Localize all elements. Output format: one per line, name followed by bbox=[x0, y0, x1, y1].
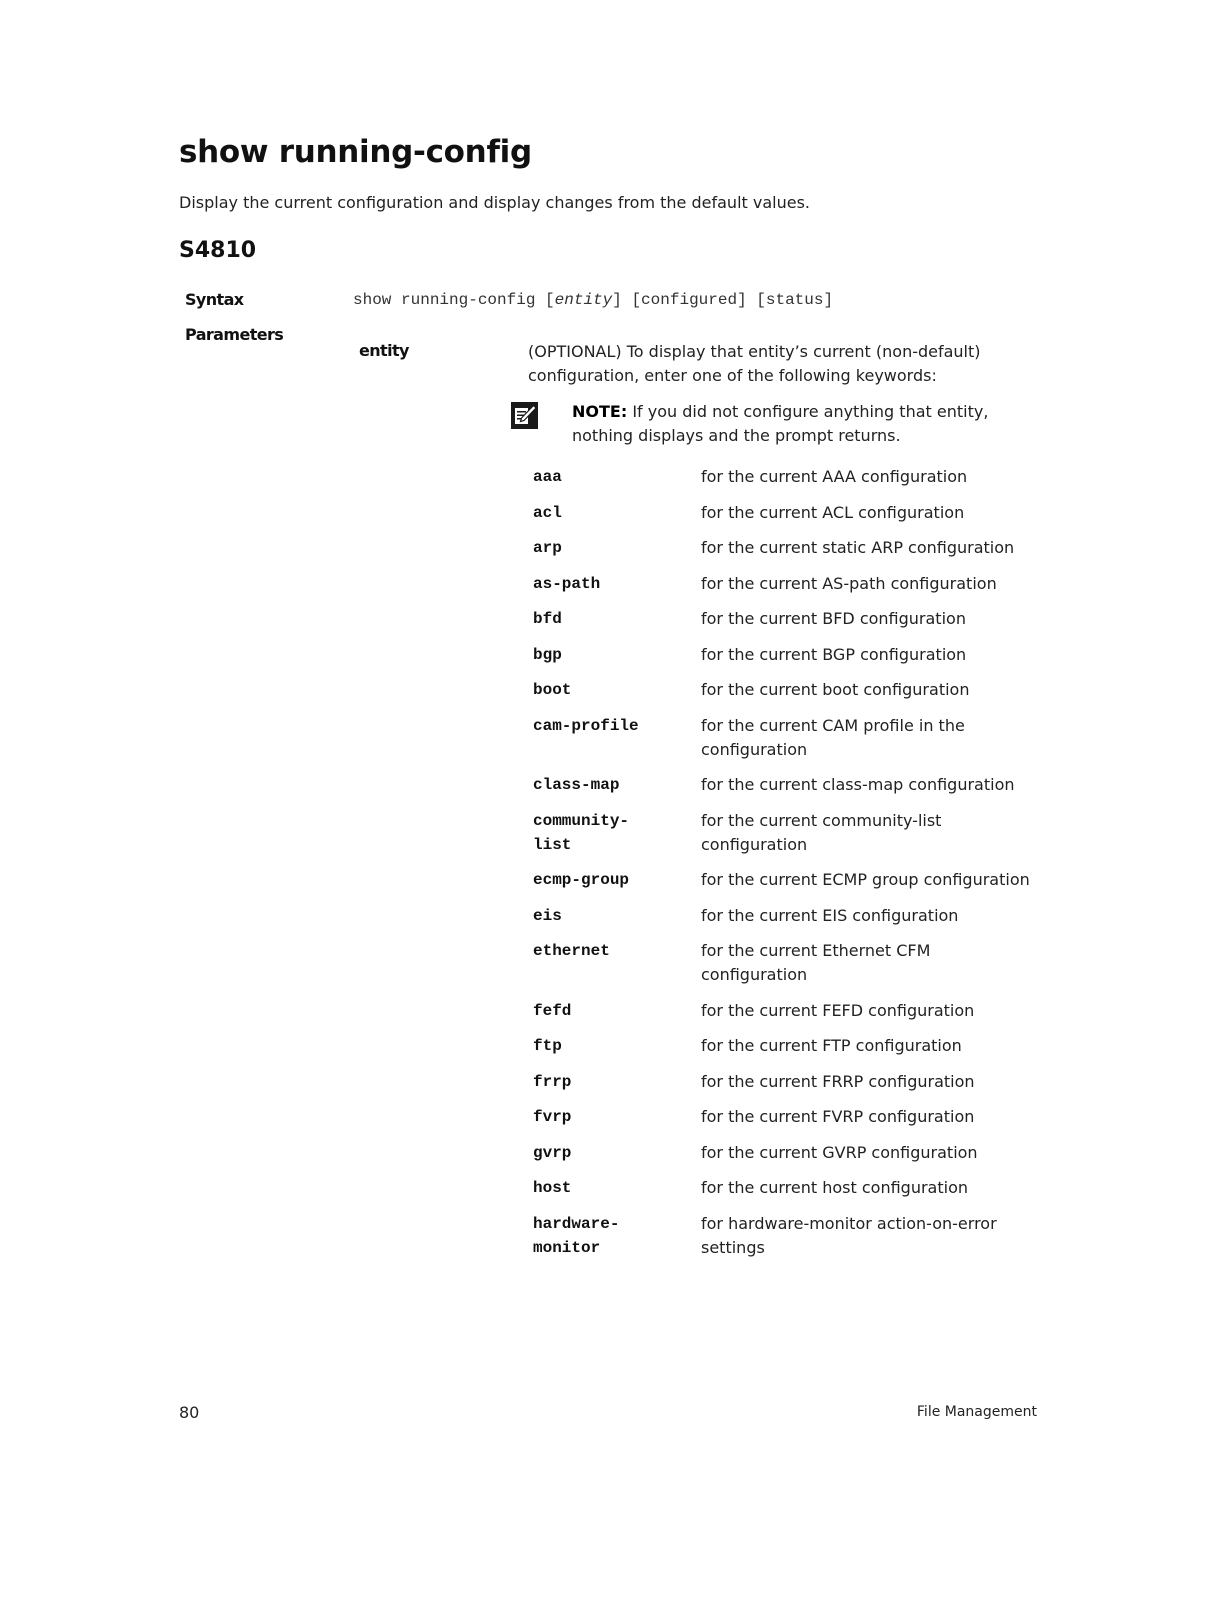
keyword-row bbox=[533, 1105, 1033, 1129]
keyword-term: cam-profile bbox=[533, 716, 639, 735]
keyword-description: for the current CAM profile in the configuration bbox=[701, 715, 965, 759]
keyword-row bbox=[533, 1176, 1033, 1200]
keyword-row bbox=[533, 999, 1033, 1023]
keyword-term: fefd bbox=[533, 1001, 572, 1020]
keyword-row bbox=[533, 1070, 1033, 1094]
keyword-row bbox=[533, 1034, 1033, 1058]
note-text: If you did not configure anything that entity, nothing displays and the prompt returns. bbox=[572, 402, 989, 445]
keyword-term: eis bbox=[533, 906, 562, 925]
keyword-term: ecmp-group bbox=[533, 871, 630, 889]
keyword-row bbox=[533, 536, 1033, 560]
keyword-row bbox=[533, 939, 1033, 987]
keyword-description: for hardware-monitor action-on-error settings bbox=[701, 1213, 997, 1257]
pencil-note-icon bbox=[511, 402, 538, 429]
keyword-description: for the current ECMP group configuration bbox=[701, 870, 1030, 889]
syntax-entity-arg: entity bbox=[554, 291, 613, 309]
keyword-row bbox=[533, 773, 1033, 797]
keyword-term: class-map bbox=[533, 776, 620, 794]
keyword-description: for the current BFD configuration bbox=[701, 609, 966, 628]
keyword-term: boot bbox=[533, 681, 572, 699]
keyword-description: for the current Ethernet CFM configuration bbox=[701, 941, 931, 984]
syntax-label: Syntax bbox=[185, 290, 244, 309]
keyword-row bbox=[533, 643, 1033, 667]
keyword-term: acl bbox=[533, 503, 562, 522]
keyword-description: for the current static ARP configuration bbox=[701, 538, 1015, 557]
keyword-row bbox=[533, 1212, 1033, 1260]
note-label: NOTE: bbox=[572, 402, 628, 421]
keyword-term: ftp bbox=[533, 1037, 562, 1055]
keyword-row bbox=[533, 607, 1033, 631]
keyword-term: host bbox=[533, 1179, 572, 1197]
keyword-row bbox=[533, 868, 1033, 892]
command-description: Display the current configuration and display changes from the default values. bbox=[179, 193, 810, 212]
keyword-description: for the current ACL configuration bbox=[701, 502, 965, 522]
keyword-description: for the current EIS configuration bbox=[701, 905, 959, 925]
keyword-term: hardware- monitor bbox=[533, 1214, 620, 1257]
keyword-row bbox=[533, 714, 1033, 762]
keyword-description: for the current FTP configuration bbox=[701, 1036, 962, 1055]
syntax-command-start: show running-config [ bbox=[353, 291, 555, 309]
parameter-entity-name: entity bbox=[359, 341, 409, 360]
keyword-list bbox=[533, 465, 1033, 1271]
keyword-row bbox=[533, 678, 1033, 702]
keyword-term: as-path bbox=[533, 574, 601, 593]
keyword-description: for the current BGP configuration bbox=[701, 644, 967, 664]
keyword-description: for the current AS-path configuration bbox=[701, 573, 997, 593]
keyword-description: for the current host configuration bbox=[701, 1178, 968, 1197]
keyword-description: for the current boot configuration bbox=[701, 680, 970, 699]
note bbox=[572, 400, 1022, 448]
keyword-term: ethernet bbox=[533, 942, 610, 960]
keyword-description: for the current class-map configuration bbox=[701, 775, 1015, 794]
keyword-term: fvrp bbox=[533, 1108, 572, 1126]
parameter-entity-description: (OPTIONAL) To display that entity’s current (non-default) configuration, enter one of the following keywords: bbox=[528, 342, 981, 385]
keyword-description: for the current GVRP configuration bbox=[701, 1142, 978, 1162]
keyword-term: arp bbox=[533, 539, 562, 557]
keyword-term: aaa bbox=[533, 468, 562, 486]
keyword-row bbox=[533, 501, 1033, 525]
keyword-description: for the current FEFD configuration bbox=[701, 1000, 975, 1020]
keyword-description: for the current FVRP configuration bbox=[701, 1107, 975, 1126]
keyword-row bbox=[533, 809, 1033, 857]
keyword-term: gvrp bbox=[533, 1143, 572, 1162]
page-title: show running-config bbox=[179, 134, 532, 170]
page-number: 80 bbox=[179, 1403, 200, 1422]
keyword-description: for the current community-list configuration bbox=[701, 810, 942, 854]
keyword-term: bgp bbox=[533, 645, 562, 664]
keyword-term: frrp bbox=[533, 1072, 572, 1091]
keyword-row bbox=[533, 465, 1033, 489]
keyword-description: for the current FRRP configuration bbox=[701, 1071, 975, 1091]
parameters-label: Parameters bbox=[185, 325, 284, 344]
footer-section-title: File Management bbox=[916, 1404, 1037, 1420]
keyword-row bbox=[533, 1141, 1033, 1165]
keyword-row bbox=[533, 904, 1033, 928]
keyword-term: community- list bbox=[533, 811, 630, 854]
keyword-row bbox=[533, 572, 1033, 596]
syntax-command bbox=[353, 291, 833, 309]
keyword-description: for the current AAA configuration bbox=[701, 467, 968, 486]
platform-heading: S4810 bbox=[179, 238, 257, 263]
keyword-term: bfd bbox=[533, 610, 562, 628]
syntax-command-rest: ] [configured] [status] bbox=[612, 291, 834, 309]
